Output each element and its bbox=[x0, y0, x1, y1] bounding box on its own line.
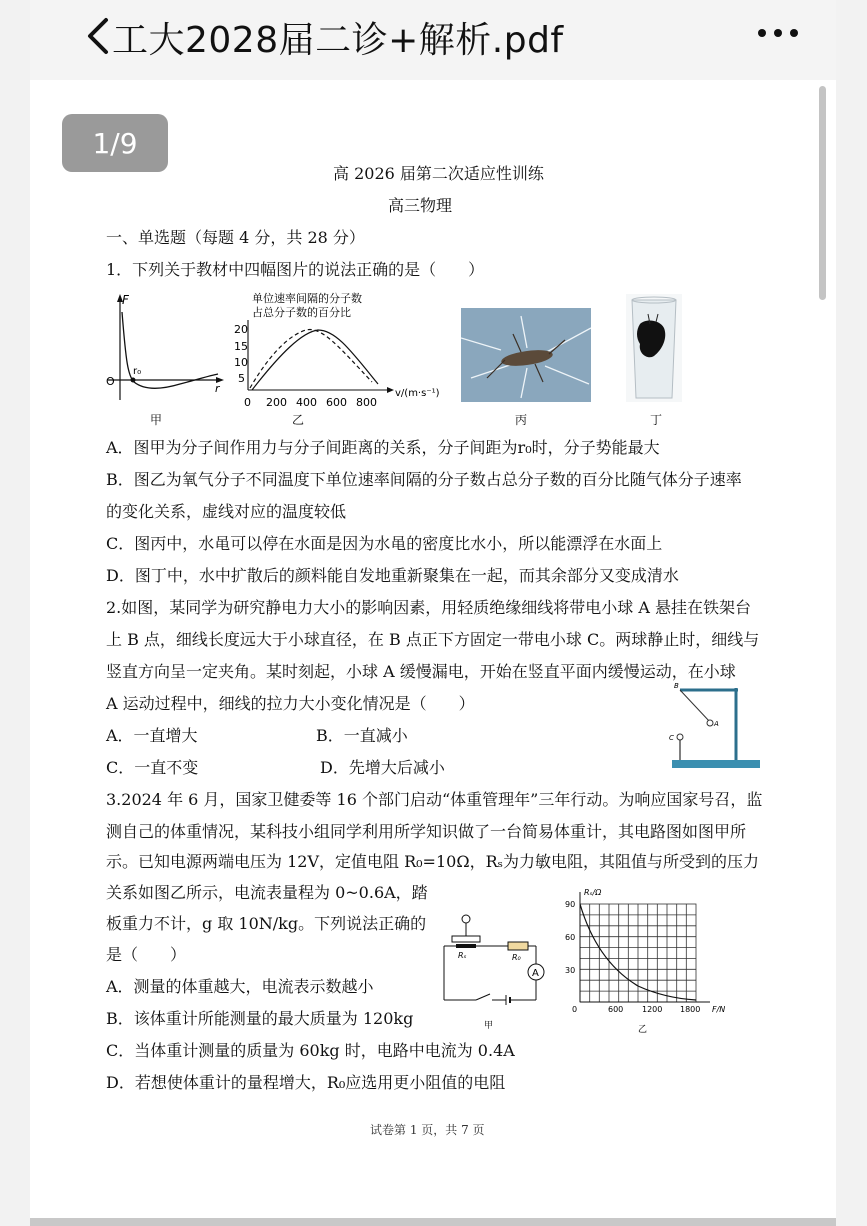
top-bar bbox=[30, 0, 836, 81]
q2-option-c: C．一直不变 bbox=[106, 758, 199, 777]
q2-figure bbox=[668, 680, 764, 772]
q2-label-b: B bbox=[674, 682, 679, 690]
q2-option-d: D．先增大后减小 bbox=[320, 758, 445, 777]
q2-line-3: 竖直方向呈一定夹角。某时刻起，小球 A 缓慢漏电，开始在竖直平面内缓慢运动，在小球 bbox=[106, 662, 736, 681]
q3-graph-x-label: F/N bbox=[712, 1005, 726, 1014]
q2-label-c: C bbox=[669, 734, 674, 742]
q3-graph-ytick: 90 bbox=[565, 900, 576, 909]
water-strider-photo bbox=[461, 308, 591, 402]
q1-figure-a bbox=[100, 292, 230, 418]
section-title: 一、单选题（每题 4 分，共 28 分） bbox=[106, 228, 365, 247]
more-options-icon[interactable] bbox=[756, 26, 800, 40]
ink-glass-photo bbox=[624, 294, 684, 402]
q3-line-5: 板重力不计，g 取 10N/kg。下列说法正确的 bbox=[106, 914, 427, 933]
q1b-title-1: 单位速率间隔的分子数 bbox=[252, 292, 362, 305]
q3-line-2: 测自己的体重情况，某科技小组同学利用所学知识做了一台简易体重计，其电路图如图甲所 bbox=[106, 822, 747, 841]
q3-graph bbox=[560, 886, 740, 1038]
q1b-xtick: 800 bbox=[356, 396, 377, 409]
q3-option-c: C．当体重计测量的质量为 60kg 时，电路中电流为 0.4A bbox=[106, 1041, 515, 1060]
q3-option-a: A．测量的体重越大，电流表示数越小 bbox=[106, 977, 374, 996]
q3-graph-xtick: 0 bbox=[572, 1005, 578, 1014]
document-title: 工大2028届二诊+解析.pdf bbox=[112, 20, 564, 61]
q1-stem: 1．下列关于教材中四幅图片的说法正确的是（ ） bbox=[106, 260, 485, 279]
q3-option-b: B．该体重计所能测量的最大质量为 120kg bbox=[106, 1009, 414, 1028]
q1-fig-label-a: 甲 bbox=[150, 413, 163, 427]
q1a-r0-label: r₀ bbox=[133, 366, 142, 377]
page-footer: 试卷第 1 页，共 7 页 bbox=[370, 1123, 485, 1137]
ammeter-label: A bbox=[532, 968, 539, 979]
q3-graph-y-label: Rₛ/Ω bbox=[584, 888, 602, 897]
q1b-xtick: 200 bbox=[266, 396, 287, 409]
q1-figure-b bbox=[232, 290, 454, 412]
scrollbar[interactable] bbox=[819, 86, 826, 300]
q1b-ytick: 20 bbox=[234, 323, 248, 336]
q1b-xtick: 600 bbox=[326, 396, 347, 409]
back-arrow-icon[interactable] bbox=[80, 16, 114, 56]
q1-option-b-cont: 的变化关系，虚线对应的温度较低 bbox=[106, 502, 347, 521]
q2-line-2: 上 B 点，细线长度远大于小球直径，在 B 点正下方固定一带电小球 C。两球静止时，细线与 bbox=[106, 630, 760, 649]
q1b-x-label: v/(m·s⁻¹) bbox=[395, 388, 440, 399]
q3-graph-caption: 乙 bbox=[638, 1025, 648, 1035]
q3-graph-ytick: 60 bbox=[565, 933, 576, 942]
q1b-title-2: 占总分子数的百分比 bbox=[252, 306, 351, 319]
q3-graph-xtick: 1800 bbox=[680, 1005, 701, 1014]
q2-option-b: B．一直减小 bbox=[316, 726, 408, 745]
rs-label: Rₛ bbox=[458, 951, 467, 960]
q3-circuit bbox=[436, 912, 546, 1036]
exam-heading: 高 2026 届第二次适应性训练 bbox=[333, 164, 544, 183]
q1-option-a: A．图甲为分子间作用力与分子间距离的关系，分子间距为r₀时，分子势能最大 bbox=[106, 438, 660, 457]
bottom-bar bbox=[30, 1218, 836, 1226]
q3-graph-xtick: 1200 bbox=[642, 1005, 663, 1014]
r0-label: R₀ bbox=[512, 953, 521, 962]
q1-fig-label-b: 乙 bbox=[292, 413, 305, 427]
q3-option-d: D．若想使体重计的量程增大，R₀应选用更小阻值的电阻 bbox=[106, 1073, 506, 1092]
q1a-origin: O bbox=[106, 375, 115, 388]
q2-label-a: A bbox=[714, 720, 719, 728]
q3-graph-xtick: 600 bbox=[608, 1005, 624, 1014]
q1-fig-label-c: 丙 bbox=[515, 413, 528, 427]
q1b-ytick: 5 bbox=[238, 372, 245, 385]
q1a-x-label: r bbox=[215, 382, 220, 395]
q1-fig-label-d: 丁 bbox=[650, 413, 663, 427]
q1-option-c: C．图丙中，水黾可以停在水面是因为水黾的密度比水小，所以能漂浮在水面上 bbox=[106, 534, 663, 553]
q1b-ytick: 15 bbox=[234, 340, 248, 353]
q2-line-4: A 运动过程中，细线的拉力大小变化情况是（ ） bbox=[106, 694, 475, 713]
q1b-xtick: 400 bbox=[296, 396, 317, 409]
q3-line-3: 示。已知电源两端电压为 12V，定值电阻 R₀=10Ω，Rₛ为力敏电阻，其阻值与所受到的压力 bbox=[106, 852, 760, 871]
q1b-xtick: 0 bbox=[244, 396, 251, 409]
q3-graph-ytick: 30 bbox=[565, 966, 576, 975]
q3-line-1: 3.2024 年 6 月，国家卫健委等 16 个部门启动“体重管理年”三年行动。为响应国家号召，监 bbox=[106, 790, 763, 809]
q3-line-6: 是（ ） bbox=[106, 945, 187, 964]
q2-line-1: 2.如图，某同学为研究静电力大小的影响因素，用轻质绝缘细线将带电小球 A 悬挂在铁架台 bbox=[106, 598, 751, 617]
q1-option-b: B．图乙为氧气分子不同温度下单位速率间隔的分子数占总分子数的百分比随气体分子速率 bbox=[106, 470, 742, 489]
q1-option-d: D．图丁中，水中扩散后的颜料能自发地重新聚集在一起，而其余部分又变成清水 bbox=[106, 566, 679, 585]
circuit-caption: 甲 bbox=[484, 1021, 494, 1031]
exam-subject: 高三物理 bbox=[388, 196, 453, 215]
page-indicator-badge: 1/9 bbox=[62, 114, 168, 172]
q1a-y-label: F bbox=[122, 293, 129, 307]
q1b-ytick: 10 bbox=[234, 356, 248, 369]
q2-option-a: A．一直增大 bbox=[106, 726, 198, 745]
q3-line-4: 关系如图乙所示，电流表量程为 0~0.6A，踏 bbox=[106, 883, 428, 902]
